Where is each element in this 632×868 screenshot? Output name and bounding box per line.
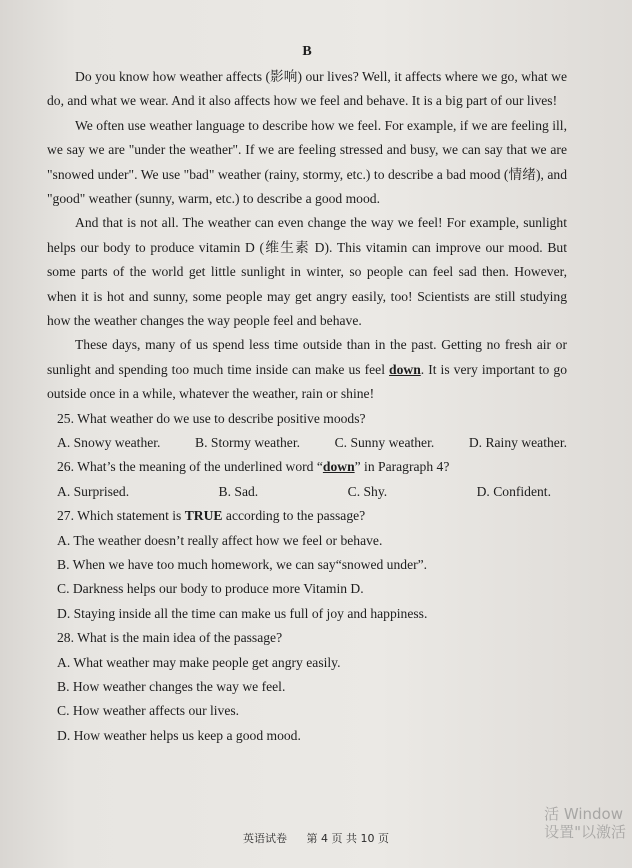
q27-stem-before: 27. Which statement is	[57, 508, 185, 524]
paragraph-4-before: These days, many of us spend less time outside than in the past. Getting no fresh air or sunlight and spending too much time inside can make us feel	[47, 337, 567, 377]
footer-page-number: 第 4 页 共 10 页	[306, 832, 389, 845]
paragraph-2: We often use weather language to describe how we feel. For example, if we are feeling ill, we say we are "under the weather". If we are feeling stressed and busy, we can say that we are "snowed under". We use "bad" weather (rainy, stormy, etc.) to describe a bad mood (情绪), and "good" weather (sunny, warm, etc.) to describe a good mood.	[47, 117, 567, 207]
q26-stem-after: ” in Paragraph 4?	[354, 459, 450, 475]
paragraph-3: And that is not all. The weather can even change the way we feel! For example, sunlight helps our body to produce vitamin D (维生素 D). This vitamin can improve our mood. But some parts of the world get little sunlight in winter, so people can feel sad then. However, when it is hot and sunny, some people may get angry easily, too! Scientists are still studying how the weather changes the way people feel and behave.	[47, 215, 567, 329]
q28-option-a[interactable]: A. What weather may make people get angry easily.	[57, 654, 341, 670]
question-28-stem: 28. What is the main idea of the passage?	[57, 630, 283, 646]
page-footer	[0, 830, 632, 846]
q25-option-d[interactable]: D. Rainy weather.	[468, 435, 567, 451]
paragraph-1: Do you know how weather affects (影响) our lives? Well, it affects where we go, what we do, and what we wear. And it also affects how we feel and behave. It is a big part of our lives!	[47, 69, 567, 109]
q25-option-c[interactable]: C. Sunny weather.	[334, 435, 435, 451]
paragraph-4-after: . It is very important to go outside once in a while, whatever the weather, rain or shine!	[47, 361, 567, 402]
q28-option-d[interactable]: D. How weather helps us keep a good mood.	[57, 727, 301, 743]
q27-option-d[interactable]: D. Staying inside all the time can make us full of joy and happiness.	[57, 605, 428, 621]
question-27-stem	[47, 504, 567, 528]
q28-option-c[interactable]: C. How weather affects our lives.	[57, 703, 240, 719]
question-26-options	[47, 480, 567, 504]
q26-stem-before: 26. What’s the meaning of the underlined word “	[57, 459, 323, 475]
q26-option-c[interactable]: C. Shy.	[347, 483, 388, 499]
footer-subject: 英语试卷	[243, 832, 287, 845]
q25-option-a[interactable]: A. Snowy weather.	[57, 435, 161, 451]
q27-bold-word: TRUE	[184, 508, 223, 524]
section-title: B	[302, 44, 312, 59]
watermark-line-1: 活 Window	[544, 805, 624, 823]
q26-option-a[interactable]: A. Surprised.	[57, 483, 130, 499]
underlined-word: down	[389, 361, 421, 377]
question-28	[47, 626, 567, 748]
question-26	[47, 455, 567, 504]
question-26-stem	[47, 455, 567, 479]
q28-option-b[interactable]: B. How weather changes the way we feel.	[57, 678, 286, 694]
activation-watermark	[544, 805, 626, 841]
q25-option-b[interactable]: B. Stormy weather.	[195, 435, 300, 451]
q26-underlined-word: down	[322, 459, 355, 475]
q27-option-c[interactable]: C. Darkness helps our body to produce more Vitamin D.	[57, 581, 364, 597]
q27-stem-after: according to the passage?	[222, 508, 366, 524]
q26-option-d[interactable]: D. Confident.	[476, 483, 551, 499]
question-27	[47, 504, 567, 626]
q27-option-a[interactable]: A. The weather doesn’t really affect how we feel or behave.	[57, 532, 383, 548]
paragraph-4	[47, 333, 567, 406]
reading-section	[47, 43, 567, 748]
q27-option-b[interactable]: B. When we have too much homework, we can say“snowed under”.	[57, 557, 428, 573]
q26-option-b[interactable]: B. Sad.	[218, 483, 259, 499]
watermark-line-2: 设置"以激活	[544, 823, 626, 841]
question-25	[47, 407, 567, 456]
question-25-stem: 25. What weather do we use to describe positive moods?	[57, 410, 366, 426]
question-25-options	[47, 431, 567, 455]
